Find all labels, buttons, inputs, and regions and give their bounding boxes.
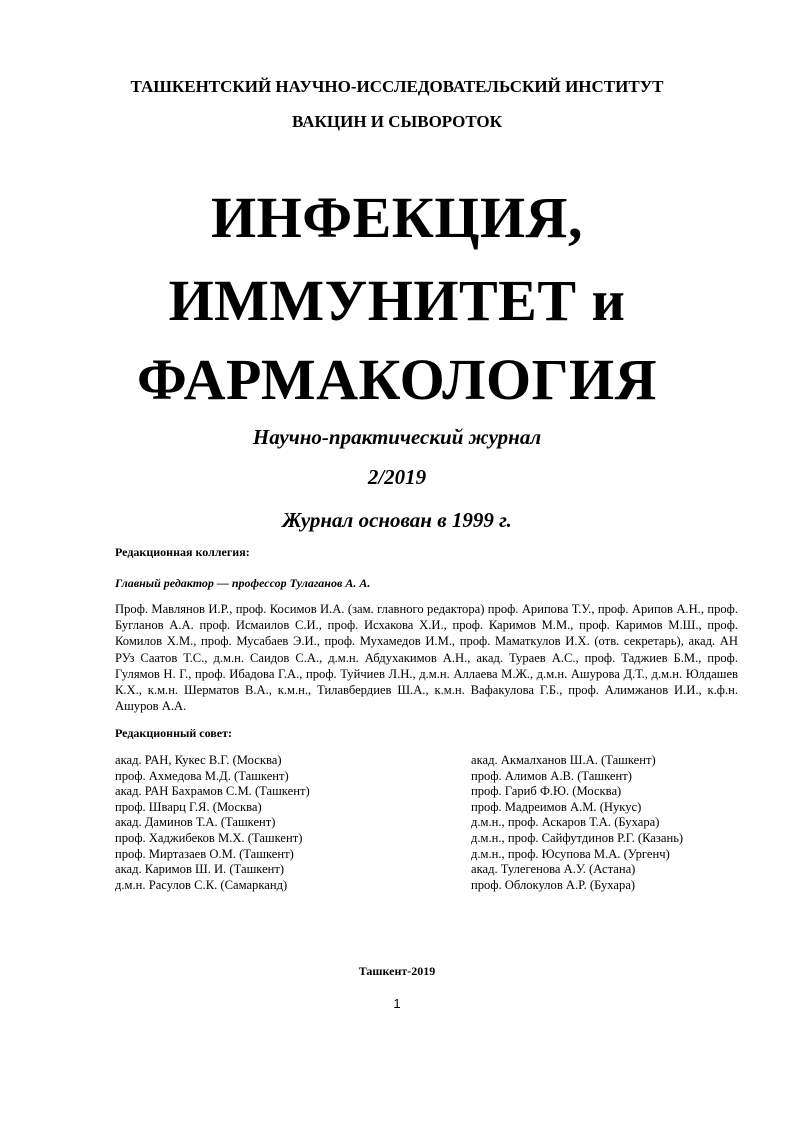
council-member: акад. Даминов Т.А. (Ташкент) (115, 815, 276, 830)
council-member: проф. Ахмедова М.Д. (Ташкент) (115, 768, 289, 783)
council-member: проф. Хаджибеков М.Х. (Ташкент) (115, 830, 303, 845)
council-member: проф. Миртазаев О.М. (Ташкент) (115, 846, 294, 861)
council-member: д.м.н., проф. Юсупова М.А. (Ургенч) (471, 846, 670, 861)
journal-title-line2: ИММУНИТЕТ и (168, 268, 626, 333)
editorial-board-heading: Редакционная коллегия: (115, 545, 250, 559)
institute-name-line2: ВАКЦИН И СЫВОРОТОК (292, 112, 502, 131)
institute-name-line1: ТАШКЕНТСКИЙ НАУЧНО-ИССЛЕДОВАТЕЛЬСКИЙ ИНСТИТУТ (130, 77, 664, 96)
council-member: проф. Гариб Ф.Ю. (Москва) (471, 784, 622, 799)
founded-note: Журнал основан в 1999 г. (282, 508, 512, 532)
council-heading: Редакционный совет: (115, 726, 232, 740)
editorial-board-members: Проф. Мавлянов И.Р., проф. Косимов И.А. (зам. главного редактора) проф. Арипова Т.У., проф. Арипов А.Н., проф. Бугланов А.А. проф. Исмаилов С.И., проф. Исхакова Х.И., проф. Каримов М.М., проф. Каримов М.Ш., проф. Комилов Х.М., проф. Мусабаев Э.И., проф. Мухамедов И.М., проф. Маматкулов И.Х. (отв. секретарь), акад. АН РУз Саатов Т.С., д.м.н. Саидов С.А., д.м.н. Абдухакимов А.Н., акад. Тураев А.С., проф. Таджиев Б.М., проф. Гулямов Н. Г., проф. Ибадова Г.А., проф. Туйчиев Л.Н., д.м.н. Аллаева М.Ж., д.м.н. Ашурова Д.Т., д.м.н. Юлдашев К.Х., к.м.н. Шерматов В.А., к.м.н., Тилавбердиев Ш.А., к.м.н. Вафакулова Г.Б., проф. Алимжанов И.И., к.ф.н. Ашуров А.А. (115, 602, 738, 714)
council-member: д.м.н., проф. Аскаров Т.А. (Бухара) (471, 815, 660, 830)
council-member: проф. Облокулов А.Р. (Бухара) (471, 877, 636, 892)
council-member: проф. Мадреимов А.М. (Нукус) (471, 799, 642, 814)
chief-editor: Главный редактор — профессор Тулаганов А. А. (115, 576, 371, 590)
council-member: проф. Шварц Г.Я. (Москва) (115, 799, 262, 814)
journal-type: Научно-практический журнал (252, 425, 542, 449)
journal-title-line3: ФАРМАКОЛОГИЯ (136, 347, 658, 412)
council-member: акад. РАН, Кукес В.Г. (Москва) (115, 753, 282, 767)
city-year: Ташкент-2019 (358, 964, 436, 978)
council-right-column (471, 753, 683, 893)
council-member: акад. РАН Бахрамов С.М. (Ташкент) (115, 784, 310, 799)
council-member: проф. Алимов А.В. (Ташкент) (471, 768, 632, 783)
council-member: д.м.н. Расулов С.К. (Самарканд) (115, 877, 288, 892)
council-member: акад. Акмалханов Ш.А. (Ташкент) (471, 753, 656, 767)
council-left-column (115, 753, 310, 893)
council-member: д.м.н., проф. Сайфутдинов Р.Г. (Казань) (471, 830, 684, 845)
council-member: акад. Каримов Ш. И. (Ташкент) (115, 862, 285, 877)
journal-title-line1: ИНФЕКЦИЯ, (211, 185, 583, 250)
page-number: 1 (393, 996, 401, 1011)
issue-number: 2/2019 (367, 465, 427, 489)
council-member: акад. Тулегенова А.У. (Астана) (471, 862, 636, 877)
